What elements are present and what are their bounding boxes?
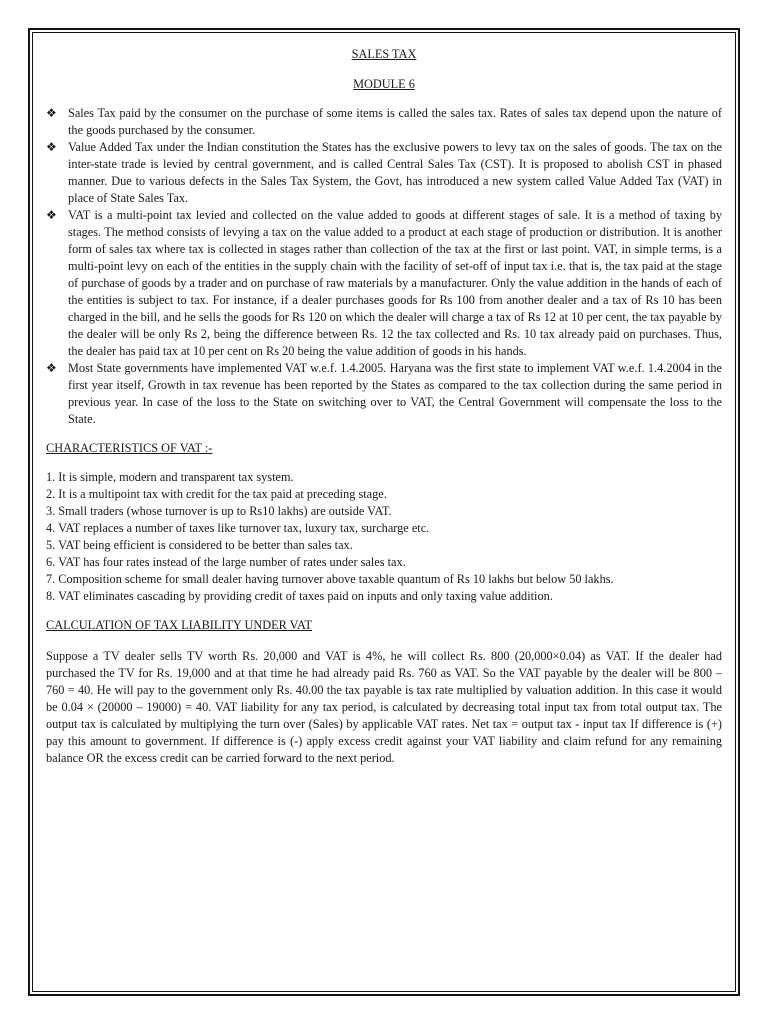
characteristics-list (46, 469, 722, 605)
bullet-text: VAT is a multi-point tax levied and collected on the value added to goods at different stages of sale. It is a method of taxing by stages. The method consists of levying a tax on the value added to a product at each stage of production or distribution. It is another form of sales tax where tax is collected in stages rather than collection of the tax at the first or last point. VAT, in simple terms, is a multi-point levy on each of the entities in the supply chain with the facility of set-off of input tax i.e. that is, the tax paid at the stage of purchase of goods by a trader and on purchase of raw materials by a manufacturer. Only the value addition in the hands of each of the entities is subject to tax. For instance, if a dealer purchases goods for Rs 100 from another dealer and a tax of Rs 10 has been charged in the bill, and he sells the goods for Rs 120 on which the dealer will charge a tax of Rs 12 at 10 per cent, the tax payable by the dealer will be only Rs 2, being the difference between Rs. 12 the tax collected and Rs. 10 tax already paid on purchases. Thus, the dealer has paid tax at 10 per cent on Rs 20 being the value addition of goods in his hands. (68, 208, 722, 358)
diamond-bullet-icon: ❖ (46, 361, 57, 375)
characteristic-item: 4. VAT replaces a number of taxes like turnover tax, luxury tax, surcharge etc. (46, 521, 430, 535)
bullet-text: Value Added Tax under the Indian constitution the States has the exclusive powers to levy tax on the sales of goods. The tax on the inter-state trade is levied by central government, and is called Central Sales Tax (CST). It is proposed to abolish CST in phased manner. Due to various defects in the Sales Tax System, the Govt, has introduced a new system called Value Added Tax (VAT) in place of State Sales Tax. (68, 140, 722, 205)
characteristic-item: 7. Composition scheme for small dealer having turnover above taxable quantum of Rs 10 lakhs but below 50 lakhs. (46, 572, 614, 586)
module-heading: MODULE 6 (353, 77, 415, 91)
characteristic-item: 8. VAT eliminates cascading by providing credit of taxes paid on inputs and only taxing value addition. (46, 589, 553, 603)
bullet-text: Most State governments have implemented VAT w.e.f. 1.4.2005. Haryana was the first state to implement VAT w.e.f. 1.4.2004 in the first year itself, Growth in tax revenue has been reported by the States as compared to the tax collection during the same period in previous year. In case of the loss to the State on switching over to VAT, the Central Government will compensate the loss to the State. (68, 361, 722, 426)
bullet-item (46, 207, 722, 360)
bullet-item (46, 360, 722, 428)
diamond-bullet-icon: ❖ (46, 140, 57, 154)
characteristic-item: 3. Small traders (whose turnover is up to Rs10 lakhs) are outside VAT. (46, 504, 392, 518)
bullet-item (46, 139, 722, 207)
document-title: SALES TAX (351, 47, 417, 61)
bullet-text: Sales Tax paid by the consumer on the purchase of some items is called the sales tax. Rates of sales tax depend upon the nature of the goods purchased by the consumer. (68, 106, 722, 137)
diamond-bullet-icon: ❖ (46, 208, 57, 222)
characteristic-item: 1. It is simple, modern and transparent tax system. (46, 470, 294, 484)
characteristic-item: 5. VAT being efficient is considered to be better than sales tax. (46, 538, 353, 552)
document-body (46, 46, 722, 767)
calculation-heading: CALCULATION OF TAX LIABILITY UNDER VAT (46, 618, 313, 632)
characteristic-item: 6. VAT has four rates instead of the large number of rates under sales tax. (46, 555, 406, 569)
characteristic-item: 2. It is a multipoint tax with credit for the tax paid at preceding stage. (46, 487, 387, 501)
bullet-list (46, 105, 722, 428)
calculation-paragraph: Suppose a TV dealer sells TV worth Rs. 20,000 and VAT is 4%, he will collect Rs. 800 (20,000×0.04) as VAT. If the dealer had purchased the TV for Rs. 19,000 and at that time he had already paid Rs. 760 as VAT. So the VAT payable by the dealer will be 800 – 760 = 40. He will pay to the government only Rs. 40.00 the tax payable is tax rate multiplied by valuation addition. In this case it would be 0.04 × (20000 – 19000) = 40. VAT liability for any tax period, is calculated by decreasing total input tax from total output tax. The output tax is calculated by multiplying the turn over (Sales) by applicable VAT rates. Net tax = output tax - input tax If difference is (+) pay this amount to government. If difference is (-) apply excess credit against your VAT liability and claim refund for any remaining balance OR the excess credit can be carried forward to the next period. (46, 649, 722, 765)
diamond-bullet-icon: ❖ (46, 106, 57, 120)
characteristics-heading: CHARACTERISTICS OF VAT :- (46, 441, 213, 455)
bullet-item (46, 105, 722, 139)
